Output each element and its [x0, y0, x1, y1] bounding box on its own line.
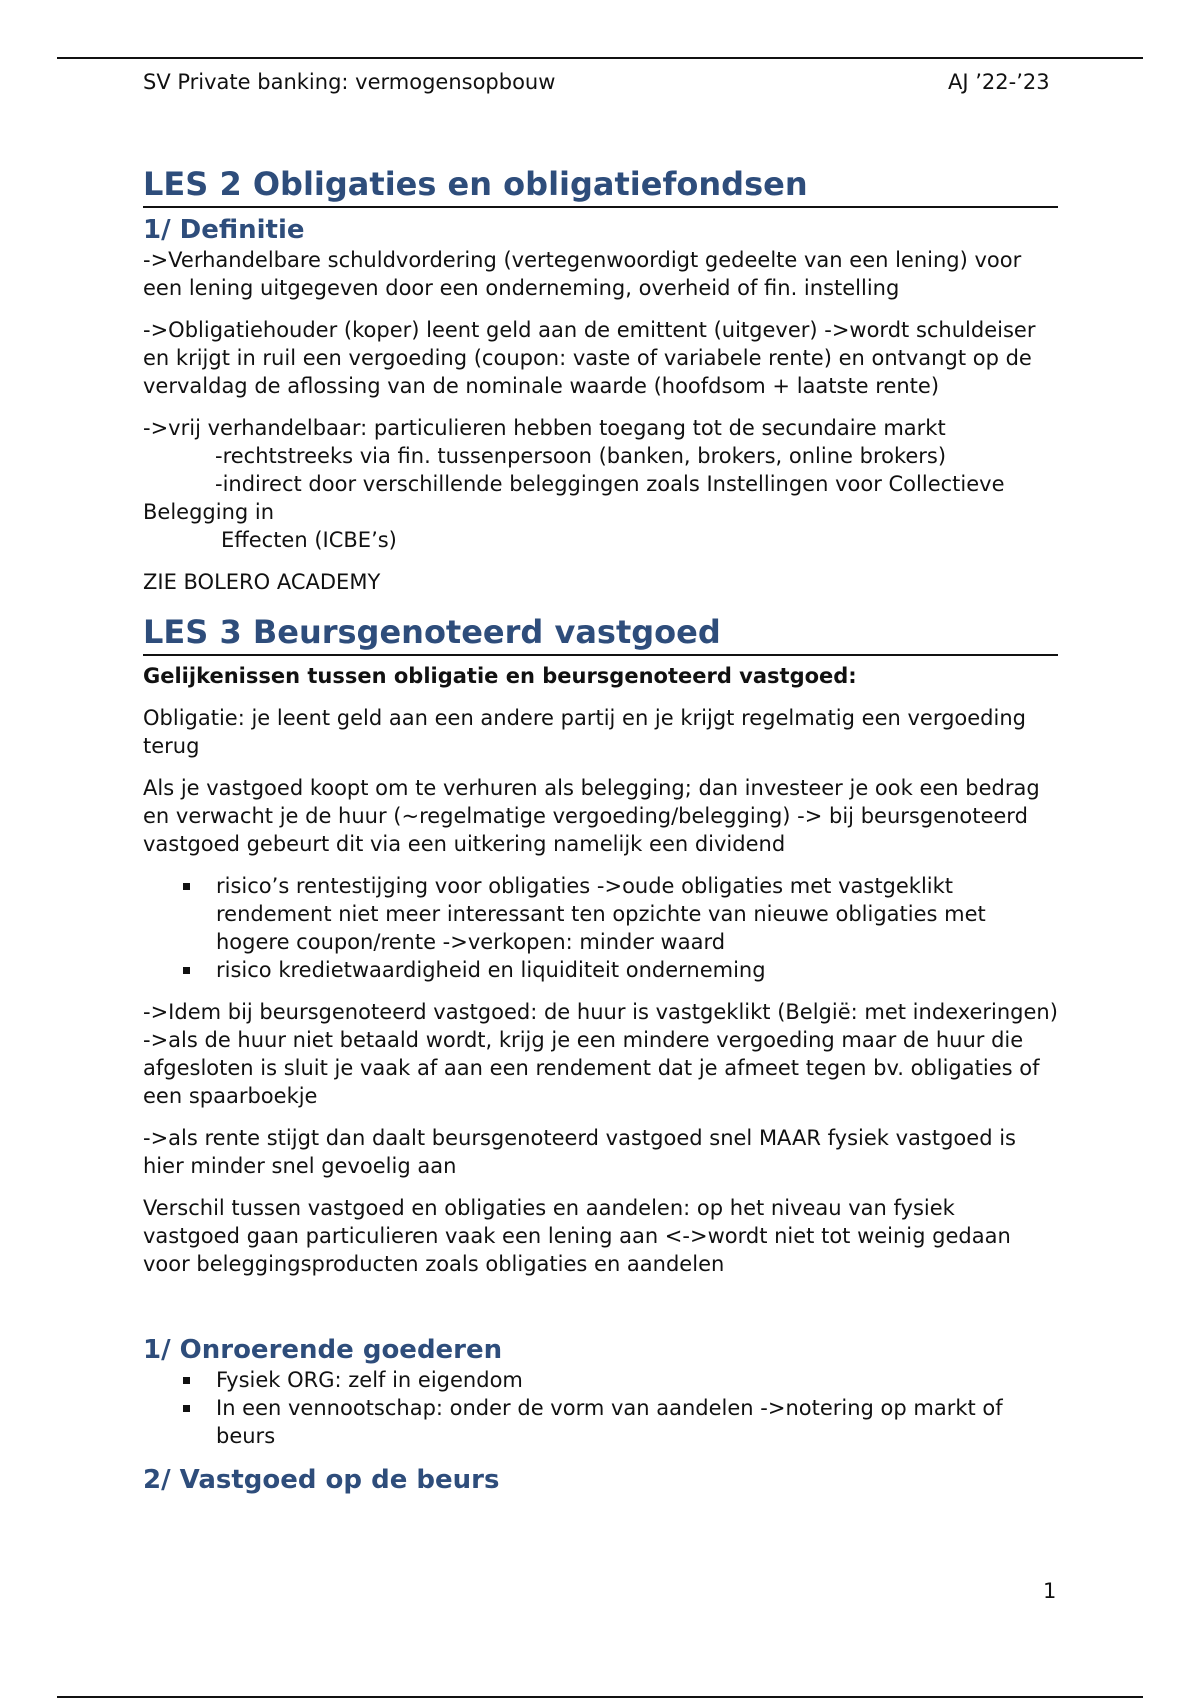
list-item-text: In een vennootschap: onder de vorm van aandelen ->notering op markt of beurs	[216, 1396, 1003, 1448]
les2-paragraph-3: ->vrij verhandelbaar: particulieren hebben toegang tot de secundaire markt	[143, 416, 946, 440]
les2-sub-item-2-continued: Belegging in	[143, 500, 275, 524]
les3-paragraph-5: Verschil tussen vastgoed en obligaties en aandelen: op het niveau van fysiek vastgoed gaan particulieren vaak een lening aan <->wordt niet tot weinig gedaan voor beleggingsproducten zoals obligaties en aandelen	[143, 1196, 1011, 1276]
les2-paragraph-2: ->Obligatiehouder (koper) leent geld aan de emittent (uitgever) ->wordt schuldeiser en krijgt in ruil een vergoeding (coupon: vaste of variabele rente) en ontvangt op de vervaldag de aflossing van de nominale waarde (hoofdsom + laatste rente)	[143, 318, 1036, 398]
list-item	[143, 1366, 1058, 1394]
square-bullet-icon	[183, 883, 190, 890]
list-item	[143, 1394, 1058, 1450]
list-item	[143, 872, 1058, 956]
list-item-text: Fysiek ORG: zelf in eigendom	[216, 1368, 523, 1392]
onroerende-goederen-list	[143, 1366, 1058, 1450]
page-number: 1	[1043, 1579, 1057, 1603]
list-item	[143, 956, 1058, 984]
les2-title: LES 2 Obligaties en obligatiefondsen	[143, 164, 1058, 208]
running-header-year: AJ ’22-’23	[948, 70, 1050, 94]
footer-rule	[57, 1696, 1143, 1698]
square-bullet-icon	[183, 967, 190, 974]
les2-paragraph-1: ->Verhandelbare schuldvordering (vertegenwoordigt gedeelte van een lening) voor een lening uitgegeven door een onderneming, overheid of fin. instelling	[143, 248, 1022, 300]
square-bullet-icon	[183, 1377, 190, 1384]
les2-sub-item-2: -indirect door verschillende beleggingen zoals Instellingen voor Collectieve	[215, 472, 1005, 496]
les2-paragraph-4: ZIE BOLERO ACADEMY	[143, 570, 381, 594]
header-rule	[57, 57, 1143, 59]
square-bullet-icon	[183, 1405, 190, 1412]
les3-title: LES 3 Beursgenoteerd vastgoed	[143, 612, 1058, 656]
onroerende-goederen-heading: 1/ Onroerende goederen	[143, 1335, 503, 1365]
running-header-title: SV Private banking: vermogensopbouw	[143, 70, 556, 94]
les3-paragraph-2: Als je vastgoed koopt om te verhuren als belegging; dan investeer je ook een bedrag en verwacht je de huur (~regelmatige vergoeding/belegging) -> bij beursgenoteerd vastgoed gebeurt dit via een uitkering namelijk een dividend	[143, 776, 1040, 856]
les2-sub-item-2-end: Effecten (ICBE’s)	[221, 528, 397, 552]
les3-paragraph-4: ->als rente stijgt dan daalt beursgenoteerd vastgoed snel MAAR fysiek vastgoed is hier minder snel gevoelig aan	[143, 1126, 1016, 1178]
list-item-text: risico’s rentestijging voor obligaties ->oude obligaties met vastgeklikt rendement niet meer interessant ten opzichte van nieuwe obligaties met hogere coupon/rente ->verkopen: minder waard	[216, 874, 986, 954]
document-body	[143, 164, 1058, 1496]
les3-paragraph-1: Obligatie: je leent geld aan een andere partij en je krijgt regelmatig een vergoeding terug	[143, 706, 1026, 758]
definitie-heading: 1/ Definitie	[143, 215, 305, 245]
les2-sub-item-1: -rechtstreeks via fin. tussenpersoon (banken, brokers, online brokers)	[215, 444, 947, 468]
list-item-text: risico kredietwaardigheid en liquiditeit onderneming	[216, 958, 766, 982]
les3-bold-heading: Gelijkenissen tussen obligatie en beursgenoteerd vastgoed:	[143, 664, 857, 688]
les3-bullet-list	[143, 872, 1058, 984]
les3-paragraph-3: ->Idem bij beursgenoteerd vastgoed: de huur is vastgeklikt (België: met indexeringen) ->als de huur niet betaald wordt, krijg je een mindere vergoeding maar de huur die afgesloten is sluit je vaak af aan een rendement dat je afmeet tegen bv. obligaties of een spaarboekje	[143, 1000, 1058, 1108]
vastgoed-op-de-beurs-heading: 2/ Vastgoed op de beurs	[143, 1465, 500, 1495]
